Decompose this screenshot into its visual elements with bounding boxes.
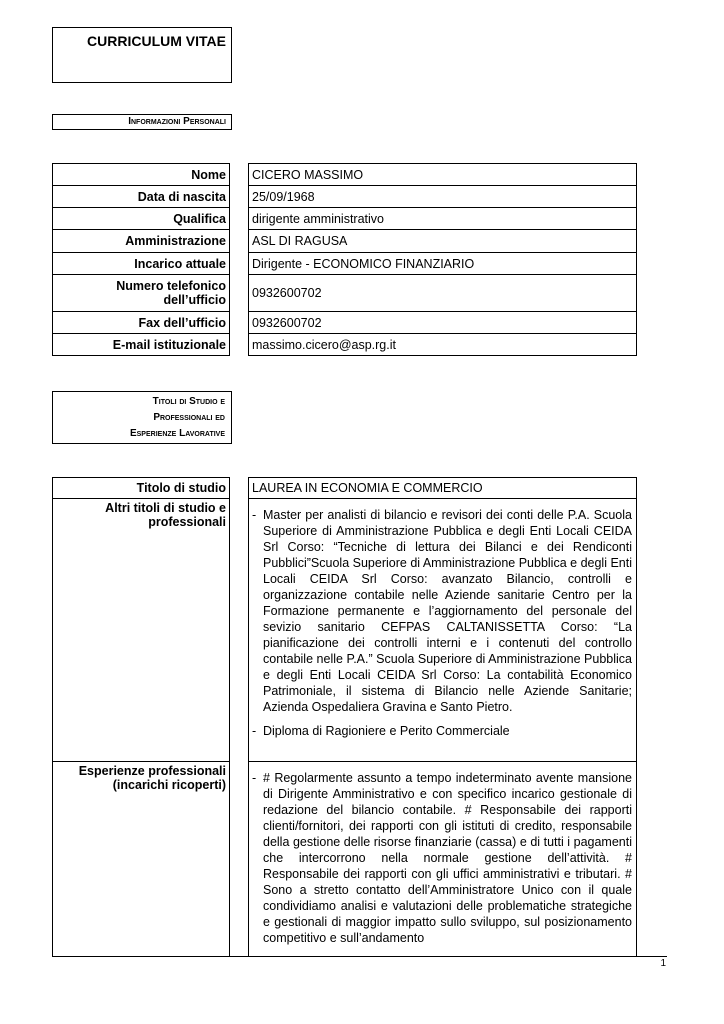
table-row [52,208,637,230]
page-number: 1 [660,958,666,969]
table-row [52,312,637,334]
section-education-line: Esperienze Lavorative [129,428,225,439]
field-value: ASL DI RAGUSA [248,230,637,253]
section-education [52,391,232,444]
altri-titoli-row [52,499,637,761]
title-box [52,27,232,83]
document-title: CURRICULUM VITAE [87,33,226,49]
table-row [52,275,637,312]
titolo-row [52,477,637,499]
field-label: Data di nascita [52,186,230,208]
esperienze-row [52,761,637,957]
titolo-label: Titolo di studio [52,477,230,499]
table-row [52,334,637,356]
section-education-line: Professionali ed [153,412,225,423]
altri-titoli-label: Altri titoli di studio e professionali [52,499,230,761]
field-value: massimo.cicero@asp.rg.it [248,334,637,356]
field-label: Qualifica [52,208,230,230]
field-label: Nome [52,163,230,186]
field-label: Incarico attuale [52,253,230,275]
titolo-value: LAUREA IN ECONOMIA E COMMERCIO [248,477,637,499]
field-value: Dirigente - ECONOMICO FINANZIARIO [248,253,637,275]
field-label: E-mail istituzionale [52,334,230,356]
list-item: - # Regolarmente assunto a tempo indeterminato avente mansione di Dirigente Amministrativo e con specifico incarico gestionale di redazione del bilancio contabile. # Responsabile dei rapporti clienti/fornitori, dei rapporti con gli istituti di credito, responsabile della gestione delle risorse finanziarie (cassa) e di tutti i pagamenti che intercorrono nella normale gestione dell’attività. # Responsabile dei rapporti con gli uffici amministrativi e tributari. # Sono a stretto contatto dell’Amministratore Unico con il quale condividiamo analisi e valutazioni delle problematiche strategiche e gestionali di maggior impatto sullo sviluppo, sul posizionamento competitivo e sull’andamento [252,771,632,945]
section-personal-info: Informazioni Personali [52,114,232,130]
field-value: 0932600702 [248,275,637,312]
footer-divider [52,956,667,957]
section-education-line: Titoli di Studio e [152,396,225,407]
field-label: Amministrazione [52,230,230,253]
list-item: - Diploma di Ragioniere e Perito Commerciale [252,724,510,738]
list-item: - Master per analisti di bilancio e revisori dei conti delle P.A. Scuola Superiore di Amministrazione Pubblica e degli Enti Locali CEIDA Srl Corso: “Tecniche di lettura dei Bilanci e dei Rendiconti Pubblici”Scuola Superiore di Amministrazione Pubblica e degli Enti Locali CEIDA Srl Corso: avanzato Bilancio, controlli e organizzazione contabile nelle Aziende sanitarie Centro per la Formazione permanente e l’aggiornamento del personale del sevizio sanitario CEFPAS CALTANISSETTA Corso: “La pianificazione dei controlli interni e i contenuti del controllo contabile nelle P.A.” Scuola Superiore di Amministrazione Pubblica e degli Enti Locali CEIDA Srl Corso: La contabilità Economico Patrimoniale, il sistema di Bilancio nelle Aziende Sanitarie; Azienda Ospedaliera Gravina e Santo Pietro. [252,508,632,714]
field-value: 25/09/1968 [248,186,637,208]
altri-titoli-value [248,499,637,761]
table-row [52,186,637,208]
esperienze-value [248,761,637,957]
field-value: 0932600702 [248,312,637,334]
field-value: dirigente amministrativo [248,208,637,230]
table-row [52,253,637,275]
esperienze-label: Esperienze professionali (incarichi ricoperti) [52,761,230,957]
table-row [52,230,637,253]
field-value: CICERO MASSIMO [248,163,637,186]
field-label: Numero telefonico dell’ufficio [52,275,230,312]
table-row [52,163,637,186]
field-label: Fax dell’ufficio [52,312,230,334]
